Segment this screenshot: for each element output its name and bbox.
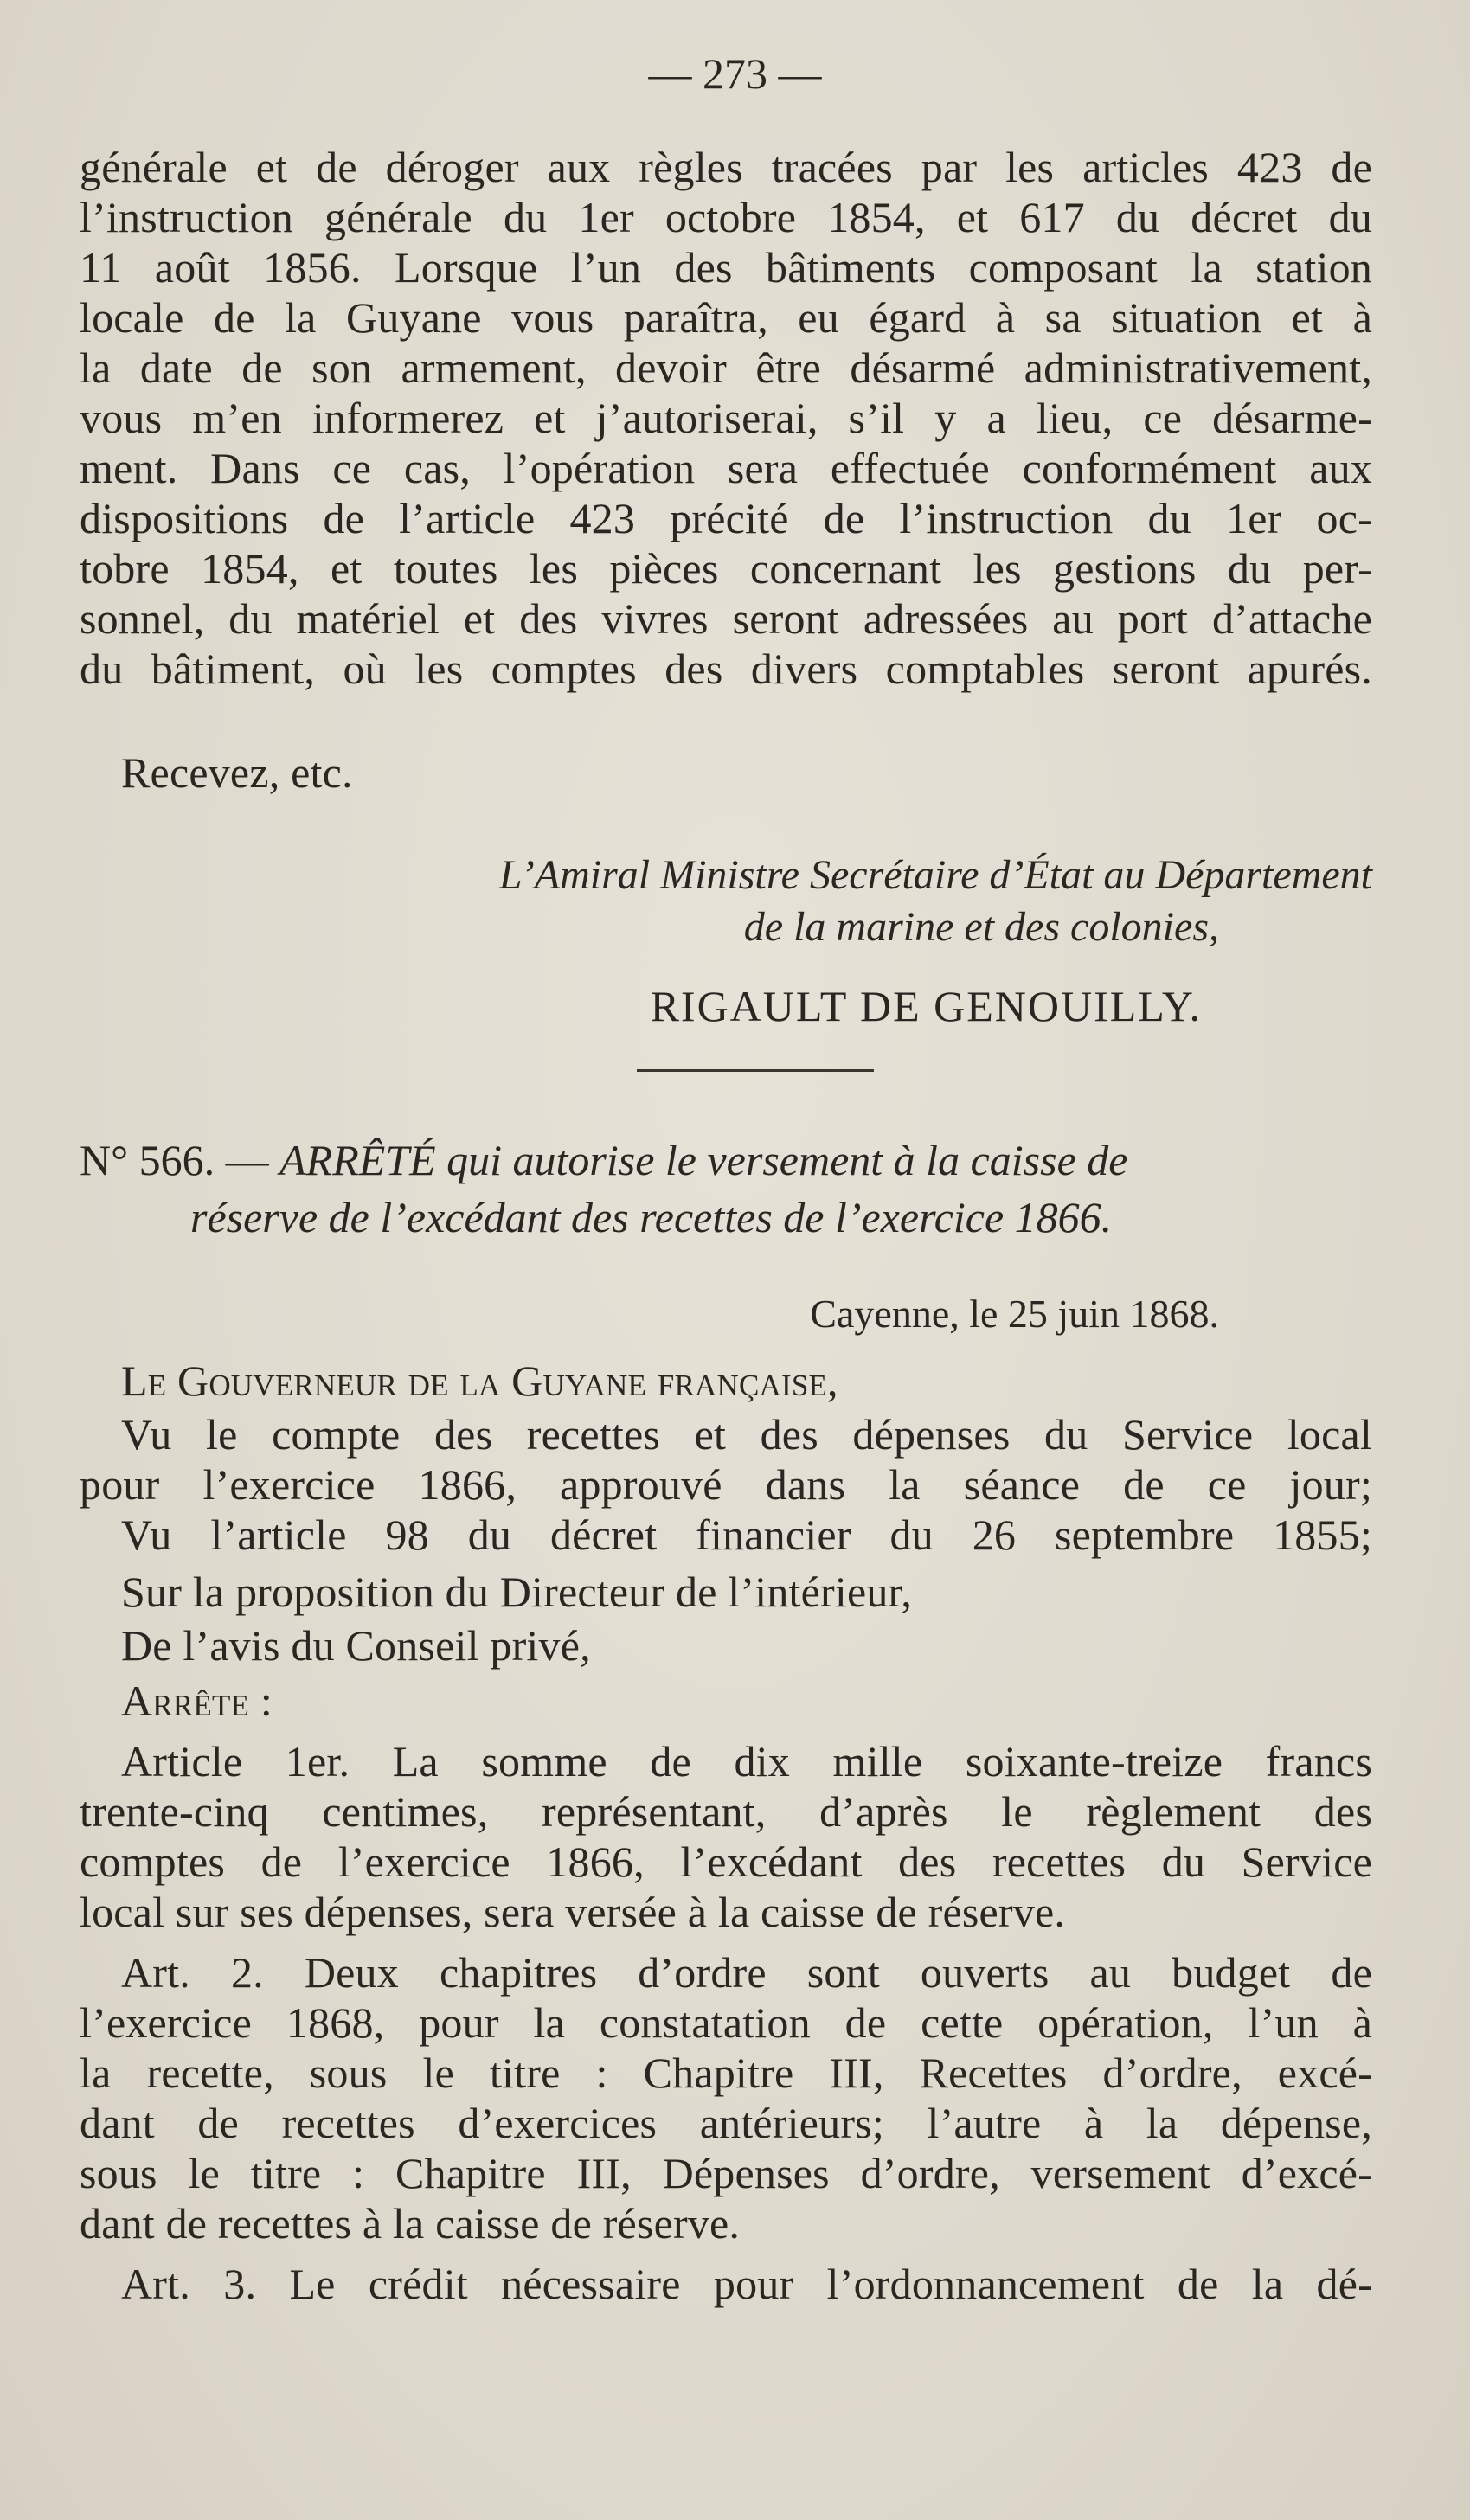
paragraph-1-line-1: générale et de déroger aux règles tracées par les articles 423 de xyxy=(80,143,1372,191)
page-number: — 273 — xyxy=(648,49,822,98)
signature-title-line-2: de la marine et des colonies, xyxy=(743,904,1219,950)
paragraph-1-line-4: locale de la Guyane vous paraîtra, eu égard à sa situation et à xyxy=(80,293,1372,342)
paragraph-1-line-10: sonnel, du matériel et des vivres seront adressées au port d’attache xyxy=(80,594,1372,643)
vu-1-line-1: Vu le compte des recettes et des dépenses du Service local xyxy=(121,1410,1372,1459)
article-1-line-4: local sur ses dépenses, sera versée à la caisse de réserve. xyxy=(80,1888,1066,1936)
closing-line: Recevez, etc. xyxy=(121,748,353,797)
signature-name: RIGAULT DE GENOUILLY. xyxy=(650,982,1202,1030)
article-2-line-3: la recette, sous le titre : Chapitre III, Recettes d’ordre, excé- xyxy=(80,2049,1372,2097)
paragraph-1-line-9: tobre 1854, et toutes les pièces concernant les gestions du per- xyxy=(80,544,1372,593)
signature-title-line-1: L’Amiral Ministre Secrétaire d’État au Département xyxy=(498,852,1372,898)
article-2-line-6: dant de recettes à la caisse de réserve. xyxy=(80,2199,741,2247)
arrete-title-line-1: ARRÊTÉ qui autorise le versement à la caisse de xyxy=(279,1136,1128,1184)
arrete-heading-line-1 xyxy=(80,1133,1127,1187)
article-1-line-2: trente-cinq centimes, représentant, d’après le règlement des xyxy=(80,1787,1372,1836)
paragraph-1-line-3: 11 août 1856. Lorsque l’un des bâtiments composant la station xyxy=(80,243,1372,292)
governor-line: Le Gouverneur de la Guyane française, xyxy=(121,1356,838,1405)
paragraph-1-line-5: la date de son armement, devoir être désarmé administrativement, xyxy=(80,343,1372,392)
avis-line: De l’avis du Conseil privé, xyxy=(121,1621,591,1670)
paragraph-1-line-7: ment. Dans ce cas, l’opération sera effectuée conformément aux xyxy=(80,444,1372,492)
article-1-line-3: comptes de l’exercice 1866, l’excédant des recettes du Service xyxy=(80,1837,1372,1886)
proposition-line: Sur la proposition du Directeur de l’intérieur, xyxy=(121,1568,913,1616)
arrete-date: Cayenne, le 25 juin 1868. xyxy=(810,1292,1219,1336)
article-3-line-1: Art. 3. Le crédit nécessaire pour l’ordonnancement de la dé- xyxy=(121,2260,1372,2308)
article-2-line-4: dant de recettes d’exercices antérieurs; l’autre à la dépense, xyxy=(80,2099,1372,2147)
arrete-label: Arrête : xyxy=(121,1677,273,1725)
article-2-line-1: Art. 2. Deux chapitres d’ordre sont ouverts au budget de xyxy=(121,1948,1372,1997)
arrete-number: N° 566. — xyxy=(80,1136,269,1184)
paragraph-1-line-11: du bâtiment, où les comptes des divers comptables seront apurés. xyxy=(80,644,1372,693)
paragraph-1-line-6: vous m’en informerez et j’autoriserai, s’il y a lieu, ce désarme- xyxy=(80,394,1372,442)
article-2-line-5: sous le titre : Chapitre III, Dépenses d’ordre, versement d’excé- xyxy=(80,2149,1372,2197)
paragraph-1-line-2: l’instruction générale du 1er octobre 1854, et 617 du décret du xyxy=(80,193,1372,241)
section-divider xyxy=(637,1069,874,1072)
vu-1-line-2: pour l’exercice 1866, approuvé dans la séance de ce jour; xyxy=(80,1460,1372,1509)
paragraph-1-line-8: dispositions de l’article 423 précité de l’instruction du 1er oc- xyxy=(80,494,1372,542)
article-2-line-2: l’exercice 1868, pour la constatation de cette opération, l’un à xyxy=(80,1998,1372,2047)
arrete-title-line-2: réserve de l’excédant des recettes de l’exercice 1866. xyxy=(190,1193,1113,1241)
vu-2-line: Vu l’article 98 du décret financier du 26 septembre 1855; xyxy=(121,1510,1372,1559)
article-1-line-1: Article 1er. La somme de dix mille soixante-treize francs xyxy=(121,1737,1372,1786)
